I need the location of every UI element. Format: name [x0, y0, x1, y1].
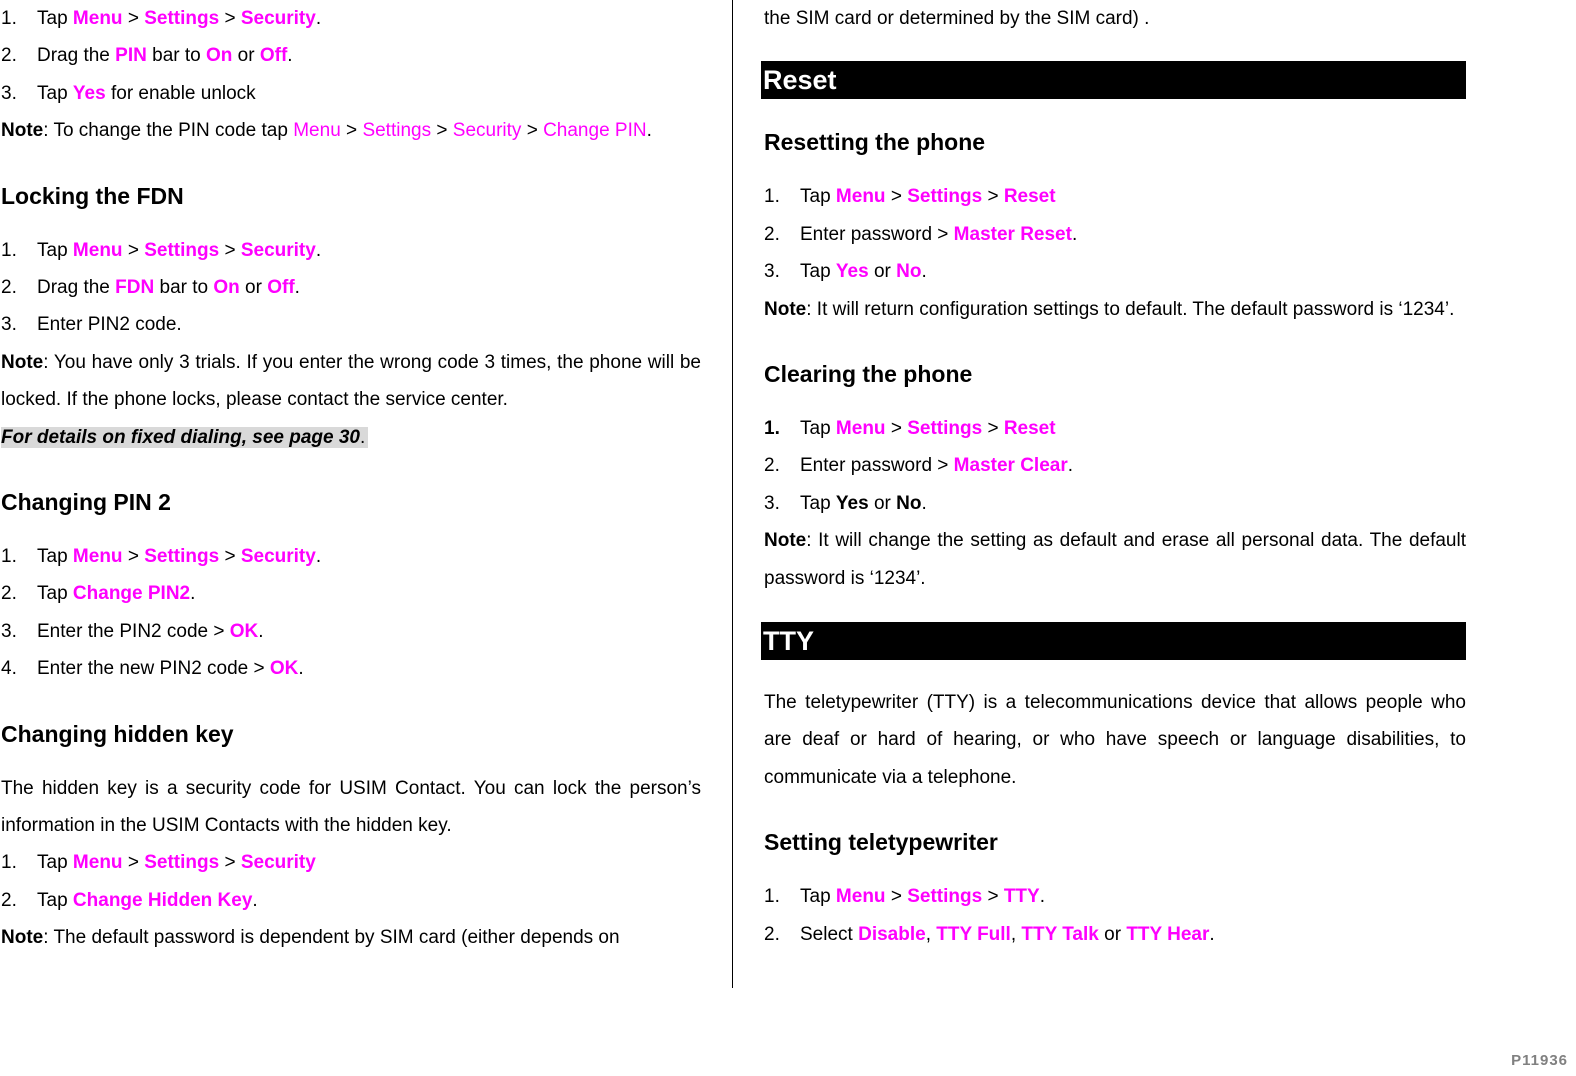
settings-keyword: Settings [362, 120, 432, 142]
step-text: Tap [800, 417, 831, 439]
note-text: : It will change the setting as default and erase all personal data. The default password is ‘1234’. [764, 530, 1466, 589]
separator: > [224, 239, 236, 261]
ok-keyword: OK [229, 620, 259, 642]
step-text: or [237, 45, 255, 67]
step-text: Tap [37, 82, 68, 104]
step-text: Tap [37, 889, 68, 911]
step-text: Select [800, 923, 853, 945]
yes-keyword: Yes [72, 82, 106, 104]
fdn-details [1, 419, 701, 456]
security-keyword: Security [240, 8, 316, 29]
menu-keyword: Menu [835, 886, 886, 908]
menu-keyword: Menu [293, 120, 341, 142]
security-keyword: Security [452, 120, 522, 142]
step-text: Tap [37, 239, 68, 261]
punct: . [258, 620, 264, 642]
menu-keyword: Menu [835, 417, 886, 439]
details-text: For details on fixed dialing, see page 30 [1, 426, 360, 448]
step-number: 3. [1, 314, 17, 336]
step-number: 1. [1, 545, 17, 567]
separator: > [987, 886, 999, 908]
reset-keyword: Reset [1003, 186, 1056, 208]
punct: . [1039, 886, 1045, 908]
punct: . [315, 8, 322, 29]
ok-keyword: OK [269, 658, 299, 680]
step-number: 2. [764, 223, 780, 245]
clearing-heading: Clearing the phone [764, 360, 973, 387]
yes-keyword: Yes [835, 261, 869, 283]
step-number: 1. [1, 8, 17, 29]
clear-step-1 [764, 410, 1466, 447]
details-highlight [1, 427, 368, 448]
note-text: : It will return configuration settings to default. The default password is ‘1234’. [806, 298, 1455, 320]
off-keyword: Off [259, 45, 288, 67]
step-number: 2. [764, 455, 780, 477]
tty-keyword: TTY [1003, 886, 1040, 908]
step-number: 2. [1, 889, 17, 911]
settings-keyword: Settings [144, 239, 220, 261]
step-number: 3. [764, 492, 780, 514]
separator: > [224, 8, 236, 29]
clear-step-3 [764, 485, 1466, 522]
pin-step-3 [1, 75, 701, 112]
pin-step-1 [1, 0, 701, 37]
settings-keyword: Settings [907, 886, 983, 908]
step-number: 2. [1, 583, 17, 605]
step-text: bar to [152, 45, 201, 67]
step-text: Tap [37, 852, 68, 874]
step-text: Drag the [37, 45, 110, 67]
note-label: Note [764, 298, 807, 320]
security-keyword: Security [240, 545, 316, 567]
step-text: Tap [37, 545, 68, 567]
step-text: Tap [37, 583, 68, 605]
punct: . [360, 426, 366, 448]
separator: > [127, 545, 139, 567]
separator: > [127, 239, 139, 261]
separator: > [224, 545, 236, 567]
fdn-step-1 [1, 232, 701, 269]
punct: . [315, 239, 322, 261]
step-number: 1. [764, 886, 780, 908]
step-text: Enter the new PIN2 code > [37, 658, 265, 680]
fdn-step-3 [1, 306, 701, 343]
step-number: 3. [1, 620, 17, 642]
step-text: or [873, 261, 891, 283]
tty-section-bar: TTY [761, 622, 1466, 660]
yes-keyword: Yes [835, 492, 869, 514]
step-number: 4. [1, 658, 17, 680]
punct: . [921, 261, 927, 283]
no-keyword: No [896, 492, 922, 514]
fdn-note [1, 344, 701, 419]
step-text: Enter password > [800, 455, 949, 477]
tty-full-keyword: TTY Full [936, 923, 1011, 945]
punct: . [294, 276, 300, 298]
pin-keyword: PIN [115, 45, 147, 67]
step-text: Tap [800, 186, 831, 208]
settings-keyword: Settings [144, 852, 220, 874]
separator: > [526, 120, 538, 142]
hidden-step-1 [1, 844, 701, 881]
step-text: Enter password > [800, 223, 949, 245]
separator: > [987, 417, 999, 439]
security-keyword: Security [240, 852, 316, 874]
pin2-step-1 [1, 538, 701, 575]
tty-step-1 [764, 878, 1466, 915]
menu-keyword: Menu [835, 186, 886, 208]
change-hidden-key-keyword: Change Hidden Key [72, 889, 253, 911]
step-text: Enter PIN2 code. [37, 314, 182, 336]
on-keyword: On [213, 276, 240, 298]
pin2-heading: Changing PIN 2 [1, 488, 171, 515]
punct: . [298, 658, 304, 680]
fdn-heading: Locking the FDN [1, 182, 184, 209]
separator: > [127, 852, 139, 874]
hidden-note [1, 919, 701, 956]
punct: . [1209, 923, 1215, 945]
step-text: Tap [800, 261, 831, 283]
master-reset-keyword: Master Reset [953, 223, 1072, 245]
tty-talk-keyword: TTY Talk [1021, 923, 1099, 945]
menu-keyword: Menu [72, 852, 123, 874]
pin2-step-3 [1, 613, 701, 650]
right-column [764, 0, 1466, 953]
security-keyword: Security [240, 239, 316, 261]
menu-keyword: Menu [72, 8, 123, 29]
tty-para: The teletypewriter (TTY) is a telecommunications device that allows people who are deaf or hard of hearing, or who have speech or language disabilities, to communicate via a telephone. [764, 691, 1466, 788]
note-label: Note [1, 120, 44, 142]
tty-hear-keyword: TTY Hear [1126, 923, 1210, 945]
separator: > [890, 186, 902, 208]
note-label: Note [1, 351, 44, 373]
continued-text: the SIM card or determined by the SIM card) . [764, 8, 1150, 29]
clear-step-2 [764, 447, 1466, 484]
reset-step-1 [764, 178, 1466, 215]
step-text: Drag the [37, 276, 110, 298]
menu-keyword: Menu [72, 239, 123, 261]
punct: . [1067, 455, 1074, 477]
separator: > [224, 852, 236, 874]
disable-keyword: Disable [858, 923, 926, 945]
step-number: 1. [1, 852, 17, 874]
menu-keyword: Menu [72, 545, 123, 567]
step-number: 1. [764, 417, 780, 439]
step-text: or [245, 276, 262, 298]
settings-keyword: Settings [144, 545, 220, 567]
note-text: : You have only 3 trials. If you enter the wrong code 3 times, the phone will be locked. If the phone locks, please contact the service center. [1, 351, 701, 411]
note-label: Note [1, 927, 44, 949]
step-text: bar to [159, 276, 209, 298]
hidden-key-para: The hidden key is a security code for USIM Contact. You can lock the person’s information in the USIM Contacts with the hidden key. [1, 777, 701, 836]
settings-keyword: Settings [907, 417, 983, 439]
tty-step-2 [764, 916, 1466, 953]
separator: > [127, 8, 139, 29]
punct: . [315, 545, 322, 567]
master-clear-keyword: Master Clear [953, 455, 1068, 477]
punct: . [1071, 223, 1078, 245]
separator: > [987, 186, 999, 208]
separator: > [436, 120, 448, 142]
punct: . [921, 492, 927, 514]
off-keyword: Off [267, 276, 295, 298]
punct: . [190, 583, 196, 605]
step-number: 2. [1, 276, 17, 298]
pin-note [1, 112, 701, 149]
setting-tty-heading: Setting teletypewriter [764, 829, 998, 856]
hidden-key-heading: Changing hidden key [1, 720, 234, 747]
step-number: 1. [764, 186, 780, 208]
step-text: Tap [37, 8, 68, 29]
column-divider [732, 0, 733, 988]
punct: . [287, 45, 293, 67]
separator: > [346, 120, 358, 142]
step-number: 3. [764, 261, 780, 283]
clear-note [764, 522, 1466, 597]
note-label: Note [764, 530, 807, 552]
reset-section-bar: Reset [761, 61, 1466, 99]
step-number: 3. [1, 82, 17, 104]
resetting-heading: Resetting the phone [764, 129, 986, 156]
punct: . [252, 889, 258, 911]
punct: . [646, 120, 652, 142]
pin2-step-4 [1, 650, 701, 687]
note-text: : To change the PIN code tap [43, 120, 288, 142]
left-column [1, 0, 701, 957]
step-text: for enable unlock [110, 82, 256, 104]
no-keyword: No [896, 261, 922, 283]
on-keyword: On [206, 45, 233, 67]
fdn-step-2 [1, 269, 701, 306]
pin-step-2 [1, 37, 701, 74]
change-pin-keyword: Change PIN [543, 120, 647, 142]
step-text: Tap [800, 886, 831, 908]
hidden-step-2 [1, 882, 701, 919]
reset-keyword: Reset [1003, 417, 1056, 439]
change-pin2-keyword: Change PIN2 [72, 583, 191, 605]
separator: > [890, 417, 902, 439]
punct: , [1010, 923, 1017, 945]
step-number: 2. [1, 45, 17, 67]
settings-keyword: Settings [144, 8, 220, 29]
step-text: or [1104, 923, 1122, 945]
fdn-keyword: FDN [115, 276, 155, 298]
reset-note [764, 291, 1466, 328]
step-text: Tap [800, 492, 831, 514]
step-number: 2. [764, 923, 780, 945]
step-number: 1. [1, 239, 17, 261]
pin2-step-2 [1, 575, 701, 612]
separator: > [890, 886, 902, 908]
note-text: : The default password is dependent by SIM card (either depends on [43, 927, 620, 949]
settings-keyword: Settings [907, 186, 983, 208]
page-number: P11936 [1511, 1052, 1568, 1069]
punct: , [925, 923, 931, 945]
step-text: Enter the PIN2 code > [37, 620, 225, 642]
reset-step-2 [764, 216, 1466, 253]
step-text: or [873, 492, 891, 514]
reset-step-3 [764, 253, 1466, 290]
